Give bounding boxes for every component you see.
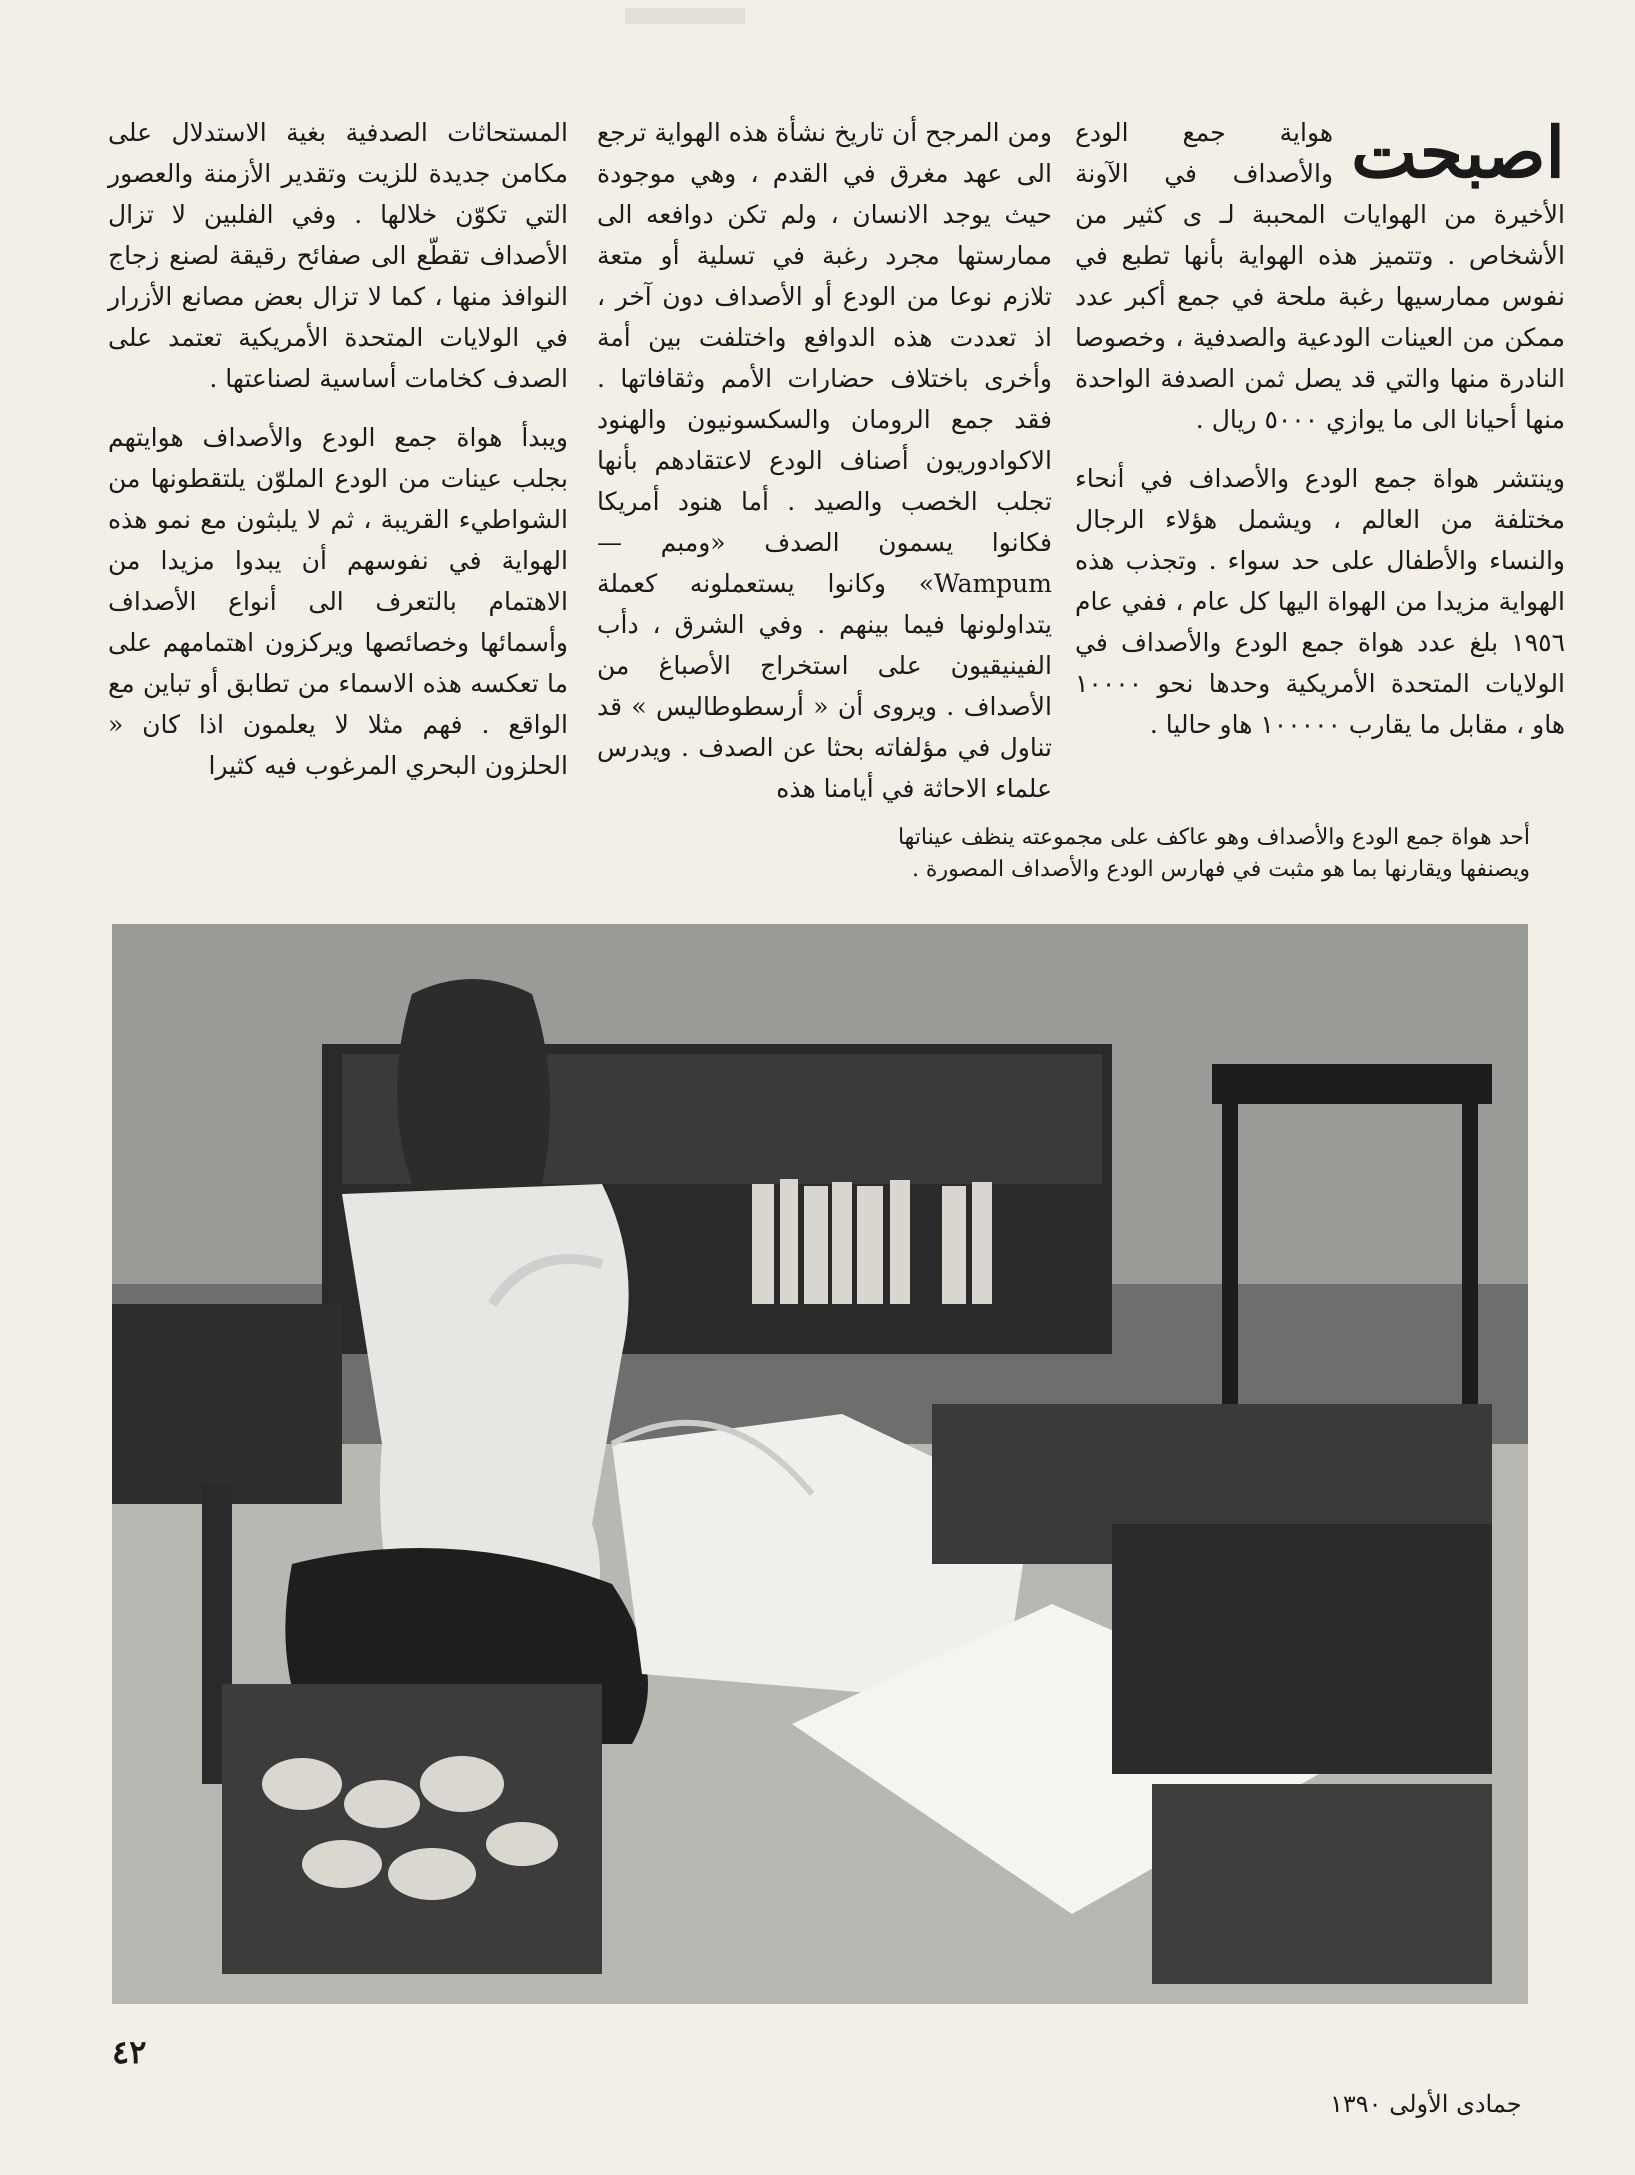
drop-cap-word: اصبحت [1351,111,1565,194]
paragraph: ومن المرجح أن تاريخ نشأة هذه الهواية ترجع الى عهد مغرق في القدم ، وهي موجودة حيث يوجد الانسان ، ولم تكن دوافعه الى ممارستها مجرد رغبة في تسلية أو متعة تلازم نوعا من الودع أو الأصداف دون آخر ، اذ تعددت هذه الدوافع واختلفت بين أمة وأخرى باختلاف حضارات الأمم وثقافاتها . فقد جمع الرومان والسكسونيون والهنود الاكوادوريون أصناف الودع لاعتقادهم بأنها تجلب الخصب والصيد . أما هنود أمريكا فكانوا يسمون الصدف «ومبم — Wampum» وكانوا يستعملونه كعملة يتداولونها فيما بينهم . وفي الشرق ، دأب الفينيقيون على استخراج الأصباغ من الأصداف . ويروى أن « أرسطوطاليس » قد تناول في مؤلفاته بحثا عن الصدف . ويدرس علماء الاحاثة في أيامنا هذه [597,118,1052,803]
paragraph-text: هواية جمع الودع والأصداف في الآونة الأخيرة من الهوايات المحببة لـ ى كثير من الأشخاص . وتتميز هذه الهواية بأنها تطبع في نفوس ممارسيها رغبة ملحة في جمع أكبر عدد ممكن من العينات الودعية والصدفية ، وخصوصا النادرة منها والتي قد يصل ثمن الصدفة الواحدة منها أحيانا الى ما يوازي ٥٠٠٠ ريال . [1075,118,1565,434]
caption-line: ويصنفها ويقارنها بما هو مثبت في فهارس الودع والأصداف المصورة . [911,857,1530,882]
article-column-middle [597,112,1052,827]
paragraph: المستحاثات الصدفية بغية الاستدلال على مكامن جديدة للزيت وتقدير الأزمنة والعصور التي تكوّن خلالها . وفي الفلبين لا تزال الأصداف تقطّع الى صفائح رقيقة لصنع زجاج النوافذ منها ، كما لا تزال بعض مصانع الأزرار في الولايات المتحدة الأمريكية تعتمد على الصدف كخامات أساسية لصناعتها . [108,118,568,393]
article-column-left [108,112,568,804]
caption-line: أحد هواة جمع الودع والأصداف وهو عاكف على مجموعته ينظف عيناتها [897,825,1530,850]
article-column-right [1075,112,1565,763]
photo-illustration [112,924,1528,2004]
paragraph: ويبدأ هواة جمع الودع والأصداف هوايتهم بجلب عينات من الودع الملوّن يلتقطونها من الشواطيء القريبة ، ثم لا يلبثون مع نمو هذه الهواية في نفوسهم أن يبدوا مزيدا من الاهتمام بالتعرف الى أنواع الأصداف وأسمائها وخصائصها ويركزون اهتمامهم على ما تعكسه هذه الاسماء من تطابق أو تباين مع الواقع . فهم مثلا لا يعلمون اذا كان « الحلزون البحري المرغوب فيه كثيرا [108,423,568,780]
page-number: ٤٢ [112,2033,147,2071]
paragraph [1075,112,1565,440]
top-ornament [625,8,745,24]
photo-caption [600,822,1530,886]
photo-shell-collector [112,924,1528,2004]
paragraph: وينتشر هواة جمع الودع والأصداف في أنحاء مختلفة من العالم ، ويشمل هؤلاء الرجال والنساء والأطفال على حد سواء . وتجذب هذه الهواية مزيدا من الهواة اليها كل عام ، ففي عام ١٩٥٦ بلغ عدد هواة جمع الودع والأصداف في الولايات المتحدة الأمريكية وحدها نحو ١٠٠٠٠ هاو ، مقابل ما يقارب ١٠٠٠٠٠ هاو حاليا . [1075,464,1565,739]
issue-date: جمادى الأولى ١٣٩٠ [1330,2090,1522,2118]
